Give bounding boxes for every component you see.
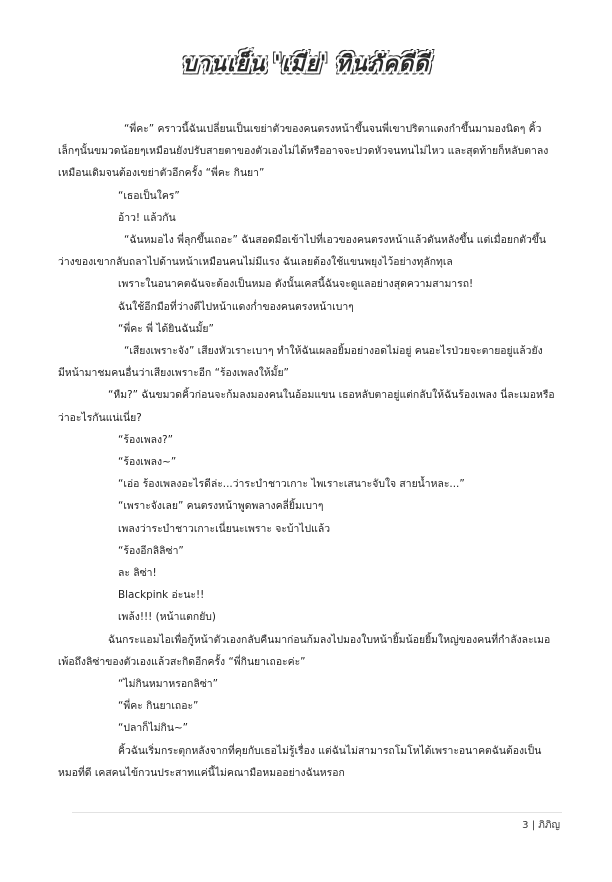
paragraph: อ้าว! แล้วกัน	[118, 211, 176, 224]
story-body	[58, 118, 558, 784]
paragraph: “พี่คะ กินยาเถอะ”	[118, 700, 199, 713]
page-footer	[522, 818, 560, 833]
paragraph: เพล้ง!!! (หน้าแตกยับ)	[118, 611, 216, 624]
paragraph: ละ ลิซ่า!	[118, 567, 157, 580]
paragraph: ฉันใช้อีกมือที่ว่างตีไปหน้าแดงก่ำของคนตรงหน้าเบาๆ	[118, 300, 354, 313]
paragraph: “เพราะจังเลย” คนตรงหน้าพูดพลางคลี่ยิ้มเบาๆ	[118, 500, 324, 513]
paragraph: “เสียงเพราะจัง” เสียงหัวเราะเบาๆ ทำให้ฉันเผลอยิ้มอย่างอดไม่อยู่ คนอะไรป่วยจะตายอยู่แล้วยังมีหน้ามาชมคนอื่นว่าเสียงเพราะอีก “ร้องเพลงให้มั้ย”	[58, 345, 543, 380]
author-name: ภิภิญ	[538, 820, 560, 831]
paragraph: “ปลาก็ไม่กิน~”	[118, 722, 189, 735]
paragraph: “หืม?” ฉันขมวดคิ้วก่อนจะก้มลงมองคนในอ้อมแขน เธอหลับตาอยู่แต่กลับให้ฉันร้องเพลง นี่ละเมอหรือว่าอะไรกันแน่เนี่ย?	[58, 389, 555, 424]
paragraph: “ร้องเพลง~”	[118, 456, 177, 469]
paragraph: “ร้องอีกลิลิซ่า”	[118, 544, 184, 557]
story-title: บานเย็น 'เมีย' ทินภัคดีดี	[182, 52, 430, 77]
paragraph: “พี่คะ” คราวนี้ฉันเปลี่ยนเป็นเขย่าตัวของคนตรงหน้าขึ้นจนพี่เขาปริตาแดงกำขึ้นมามองนิดๆ คิ้วเล็กๆนั้นขมวดน้อยๆเหมือนยังปรับสายตาของตัวเองไม่ได้หรืออาจจะปวดหัวจนทนไม่ไหว และสุดท้ายก็หลับตาลงเหมือนเดิมจนต้องเขย่าตัวอีกครั้ง “พี่คะ กินยา”	[58, 123, 549, 180]
paragraph: คิ้วฉันเริ่มกระตุกหลังจากที่คุยกับเธอไม่รู้เรื่อง แต่ฉันไม่สามารถโมโหได้เพราะอนาคตฉันต้องเป็นหมอที่ดี เคสคนไข้กวนประสาทแค่นี้ไม่คณามือหมออย่างฉันหรอก	[58, 744, 542, 779]
footer-divider	[72, 812, 562, 813]
paragraph: “เอ่อ ร้องเพลงอะไรดีล่ะ...ว่าระบำชาวเกาะ ไพเราะเสนาะจับใจ สายน้ำหละ...”	[118, 478, 465, 491]
paragraph: “ร้องเพลง?”	[118, 433, 174, 446]
paragraph: เพราะในอนาคตฉันจะต้องเป็นหมอ ดังนั้นเคสนี้ฉันจะดูแลอย่างสุดความสามารถ!	[118, 278, 474, 291]
paragraph: “ฉันหมอไง พี่ลุกขึ้นเถอะ” ฉันสอดมือเข้าไปที่เอวของคนตรงหน้าแล้วดันหลังขึ้น แต่เมื่อยกตัวขึ้นว่างของเขากลับถลาไปด้านหน้าเหมือนคนไม่มีแรง ฉันเลยต้องใช้แขนพยุงไว้อย่างทุลักทุเล	[58, 234, 547, 269]
paragraph: เพลงว่าระบำชาวเกาะเนี่ยนะเพราะ จะบ้าไปแล้ว	[118, 522, 331, 535]
paragraph: “ไม่กินหมาหรอกลิซ่า”	[118, 678, 218, 691]
paragraph: “เธอเป็นใคร”	[118, 189, 180, 202]
footer-separator: |	[531, 820, 536, 831]
header-banner	[0, 46, 612, 81]
page-number: 3	[522, 820, 529, 831]
paragraph: “พี่คะ พี่ ได้ยินฉันมั้ย”	[118, 322, 214, 335]
paragraph: Blackpink อ่ะนะ!!	[118, 589, 205, 602]
paragraph: ฉันกระแอมไอเพื่อกู้หน้าตัวเองกลับคืนมาก่อนก้มลงไปมองใบหน้ายิ้มน้อยยิ้มใหญ่ของคนที่กำลังละเมอเพ้อถึงลิซ่าของตัวเองแล้วสะกิดอีกครั้ง “พี่กินยาเถอะค่ะ”	[58, 633, 551, 668]
